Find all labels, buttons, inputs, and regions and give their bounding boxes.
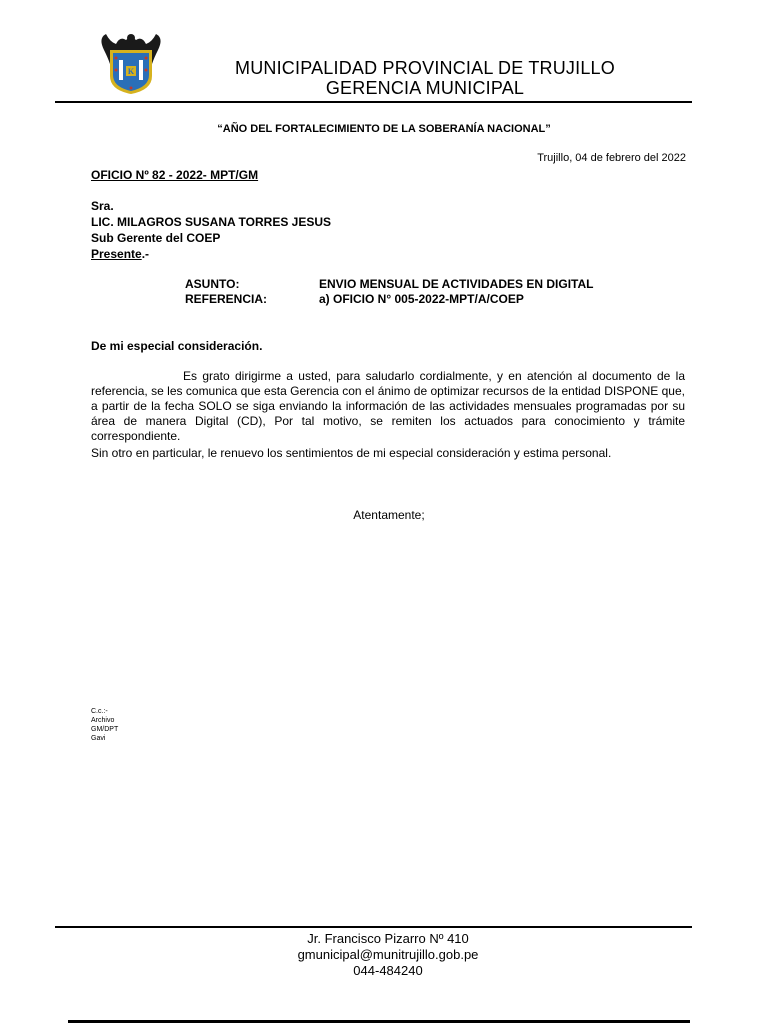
cc-item: Archivo <box>91 717 115 724</box>
page-bottom-divider <box>68 1020 690 1023</box>
asunto-label: ASUNTO: <box>185 277 240 291</box>
header-divider <box>55 101 692 103</box>
letterhead-department: GERENCIA MUNICIPAL <box>325 78 525 98</box>
cc-item: Gavi <box>91 735 106 742</box>
crest-letter: K <box>127 67 135 76</box>
referencia-row <box>185 292 593 307</box>
recipient-salutation: Sra. <box>91 199 114 213</box>
footer-phone: 044-484240 <box>353 963 423 978</box>
letterhead-municipality: MUNICIPALIDAD PROVINCIAL DE TRUJILLO <box>235 58 615 78</box>
cc-label: C.c.:- <box>91 708 108 715</box>
asunto-value: ENVIO MENSUAL DE ACTIVIDADES EN DIGITAL <box>319 277 594 291</box>
recipient-position: Sub Gerente del COEP <box>91 231 221 245</box>
footer-email: gmunicipal@munitrujillo.gob.pe <box>297 947 479 962</box>
greeting: De mi especial consideración. <box>91 339 263 353</box>
year-motto: “AÑO DEL FORTALECIMIENTO DE LA SOBERANÍA NACIONAL” <box>217 123 551 135</box>
recipient-block <box>91 198 331 262</box>
farewell: Atentamente; <box>353 508 425 522</box>
referencia-value: a) OFICIO N° 005-2022-MPT/A/COEP <box>319 292 524 306</box>
cc-item: GM/DPT <box>91 726 119 733</box>
presente-text: Presente <box>91 247 142 261</box>
body-paragraph: Es grato dirigirme a usted, para saludarlo cordialmente, y en atención al documento de la referencia, se les comunica que esta Gerencia con el ánimo de optimizar recursos de la entidad DISPONE que, a partir de la fecha SOLO se siga enviando la información de las actividades mensuales programadas por su área de manera Digital (CD), Por tal motivo, se remiten los actuados para conocimiento y trámite correspondiente. <box>91 369 685 443</box>
footer-divider <box>55 926 692 928</box>
recipient-name: LIC. MILAGROS SUSANA TORRES JESUS <box>91 215 332 229</box>
cc-block <box>91 707 118 743</box>
footer-contact <box>0 931 768 979</box>
recipient-presente <box>91 246 331 262</box>
presente-suffix: .- <box>141 247 150 261</box>
asunto-row <box>185 277 593 292</box>
oficio-number: OFICIO Nº 82 - 2022- MPT/GM <box>91 168 259 182</box>
closing-line: Sin otro en particular, le renuevo los sentimientos de mi especial consideración y estima personal. <box>91 446 612 460</box>
referencia-label: REFERENCIA: <box>185 292 268 306</box>
letterhead-title <box>120 58 730 98</box>
subject-block <box>185 277 593 307</box>
letter-date: Trujillo, 04 de febrero del 2022 <box>537 152 686 164</box>
footer-address: Jr. Francisco Pizarro Nº 410 <box>307 931 469 946</box>
letter-body <box>91 369 685 444</box>
